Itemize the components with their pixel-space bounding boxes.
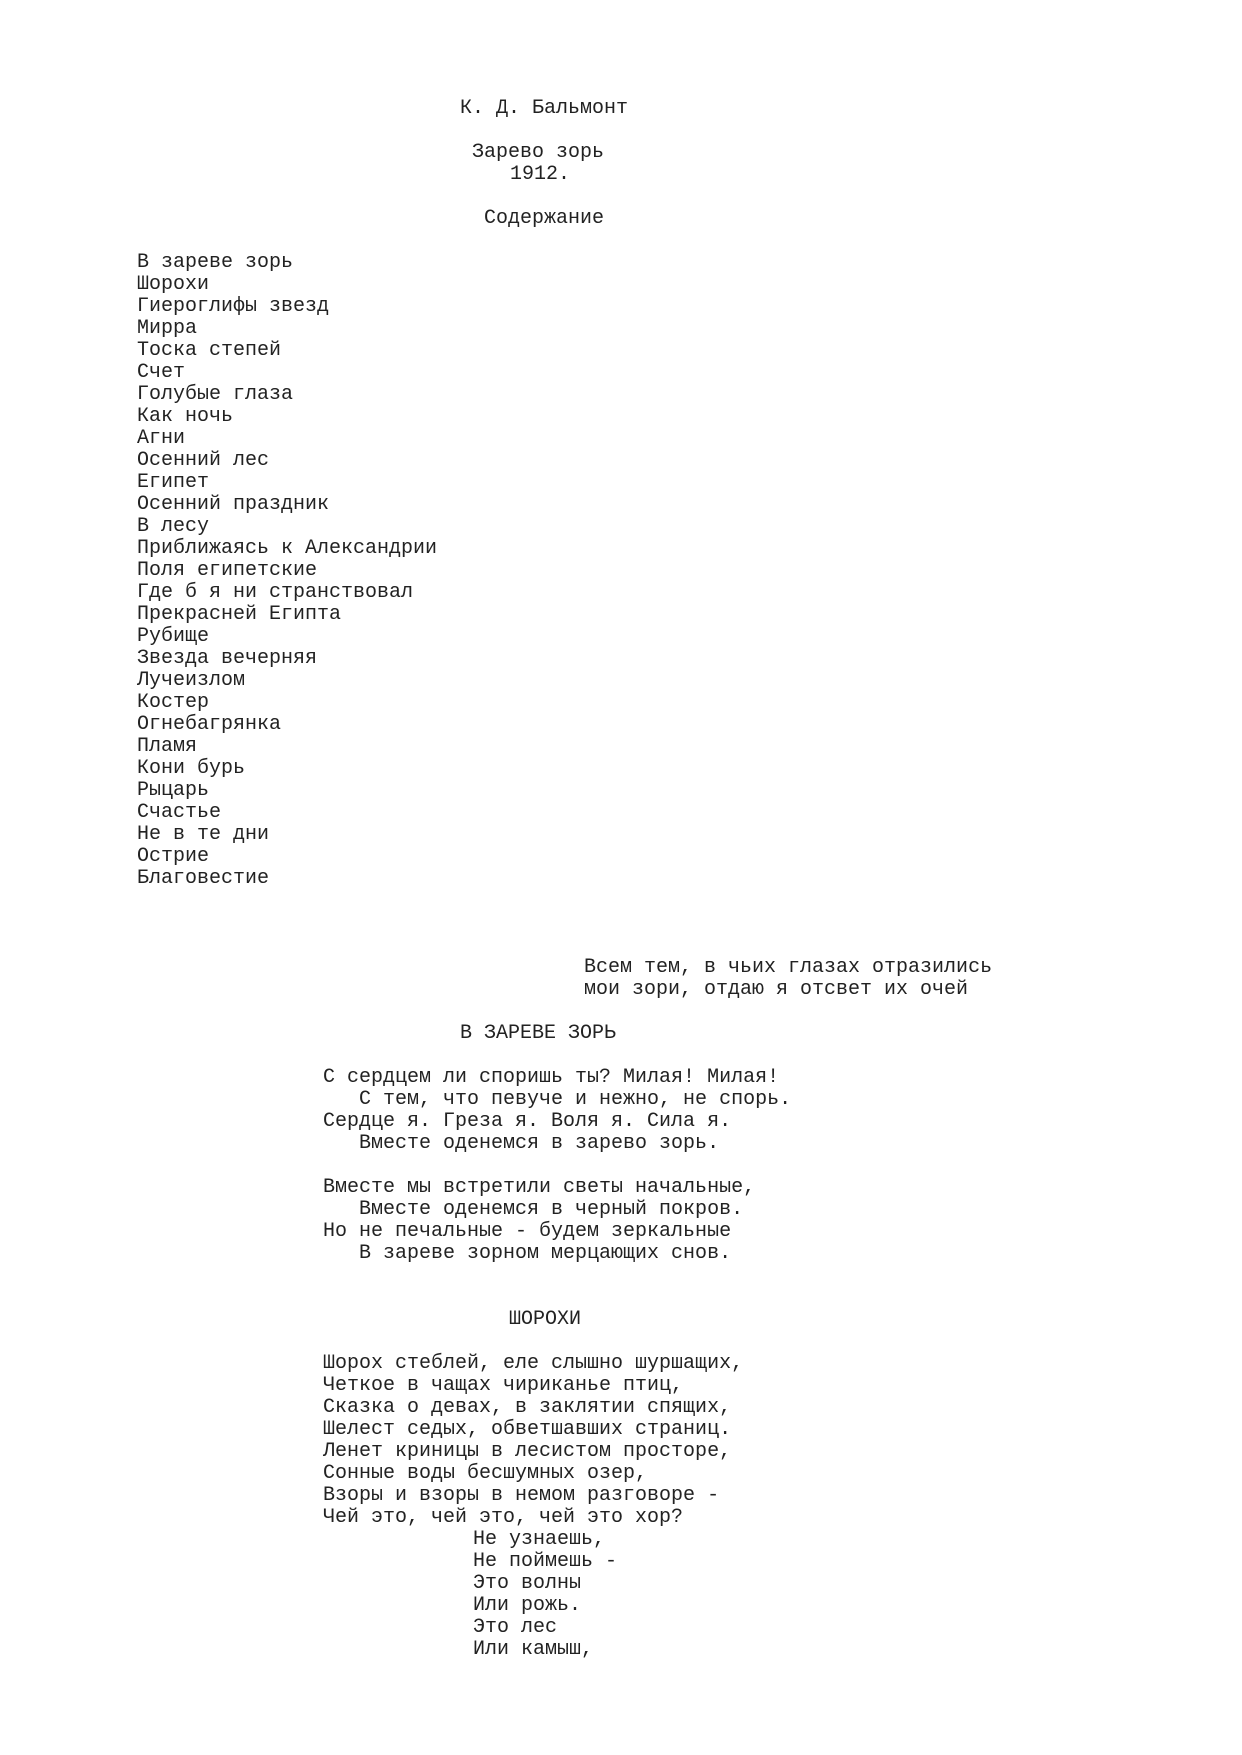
poem-line: Четкое в чащах чириканье птиц, bbox=[323, 1374, 684, 1397]
publication-year: 1912. bbox=[510, 163, 571, 186]
poem-line: В зареве зорном мерцающих снов. bbox=[323, 1242, 732, 1265]
poem-line: Взоры и взоры в немом разговоре - bbox=[323, 1484, 720, 1507]
poem-line: С сердцем ли споришь ты? Милая! Милая! bbox=[323, 1066, 780, 1089]
poem-line: Сказка о девах, в заклятии спящих, bbox=[323, 1396, 732, 1419]
contents-item: Рубище bbox=[137, 625, 210, 648]
contents-item: Не в те дни bbox=[137, 823, 270, 846]
contents-item: Агни bbox=[137, 427, 186, 450]
contents-item: Огнебагрянка bbox=[137, 713, 282, 736]
poem-title: ШОРОХИ bbox=[509, 1308, 582, 1331]
contents-item: Осенний лес bbox=[137, 449, 270, 472]
refrain-line: Или рожь. bbox=[473, 1594, 582, 1617]
contents-item: Осенний праздник bbox=[137, 493, 330, 516]
contents-item: Где б я ни странствовал bbox=[137, 581, 414, 604]
contents-item: Счастье bbox=[137, 801, 222, 824]
contents-item: Мирра bbox=[137, 317, 198, 340]
refrain-line: Это волны bbox=[473, 1572, 582, 1595]
book-title: Зарево зорь bbox=[472, 141, 605, 164]
contents-item: Благовестие bbox=[137, 867, 270, 890]
poem-line: Чей это, чей это, чей это хор? bbox=[323, 1506, 684, 1529]
contents-item: Гиероглифы звезд bbox=[137, 295, 330, 318]
contents-item: В лесу bbox=[137, 515, 210, 538]
poem-line: Но не печальные - будем зеркальные bbox=[323, 1220, 732, 1243]
refrain-line: Это лес bbox=[473, 1616, 558, 1639]
dedication-line: мои зори, отдаю я отсвет их очей bbox=[584, 978, 969, 1001]
poem-line: Ленет криницы в лесистом просторе, bbox=[323, 1440, 732, 1463]
contents-item: Голубые глаза bbox=[137, 383, 294, 406]
dedication-line: Всем тем, в чьих глазах отразились bbox=[584, 956, 993, 979]
poem-line: Шелест седых, обветшавших страниц. bbox=[323, 1418, 732, 1441]
contents-item: Тоска степей bbox=[137, 339, 282, 362]
refrain-line: Не узнаешь, bbox=[473, 1528, 606, 1551]
poem-line: Вместе оденемся в зарево зорь. bbox=[323, 1132, 720, 1155]
poem-title: В ЗАРЕВЕ ЗОРЬ bbox=[460, 1022, 617, 1045]
contents-heading: Содержание bbox=[484, 207, 605, 230]
contents-item: Счет bbox=[137, 361, 186, 384]
contents-item: Приближаясь к Александрии bbox=[137, 537, 438, 560]
refrain-line: Или камыш, bbox=[473, 1638, 594, 1661]
poem-line: Вместе мы встретили светы начальные, bbox=[323, 1176, 756, 1199]
author-name: К. Д. Бальмонт bbox=[460, 97, 629, 120]
contents-item: Прекрасней Египта bbox=[137, 603, 342, 626]
contents-item: Лучеизлом bbox=[137, 669, 246, 692]
contents-item: Как ночь bbox=[137, 405, 234, 428]
contents-item: Поля египетские bbox=[137, 559, 318, 582]
contents-item: Пламя bbox=[137, 735, 198, 758]
contents-item: В зареве зорь bbox=[137, 251, 294, 274]
contents-item: Кони бурь bbox=[137, 757, 246, 780]
poem-line: С тем, что певуче и нежно, не спорь. bbox=[323, 1088, 792, 1111]
poem-line: Сонные воды бесшумных озер, bbox=[323, 1462, 648, 1485]
poem-line: Сердце я. Греза я. Воля я. Сила я. bbox=[323, 1110, 732, 1133]
contents-item: Острие bbox=[137, 845, 210, 868]
contents-item: Египет bbox=[137, 471, 210, 494]
poem-line: Вместе оденемся в черный покров. bbox=[323, 1198, 744, 1221]
contents-item: Звезда вечерняя bbox=[137, 647, 318, 670]
poem-line: Шорох стеблей, еле слышно шуршащих, bbox=[323, 1352, 744, 1375]
contents-item: Шорохи bbox=[137, 273, 210, 296]
refrain-line: Не поймешь - bbox=[473, 1550, 618, 1573]
contents-item: Рыцарь bbox=[137, 779, 210, 802]
contents-item: Костер bbox=[137, 691, 210, 714]
